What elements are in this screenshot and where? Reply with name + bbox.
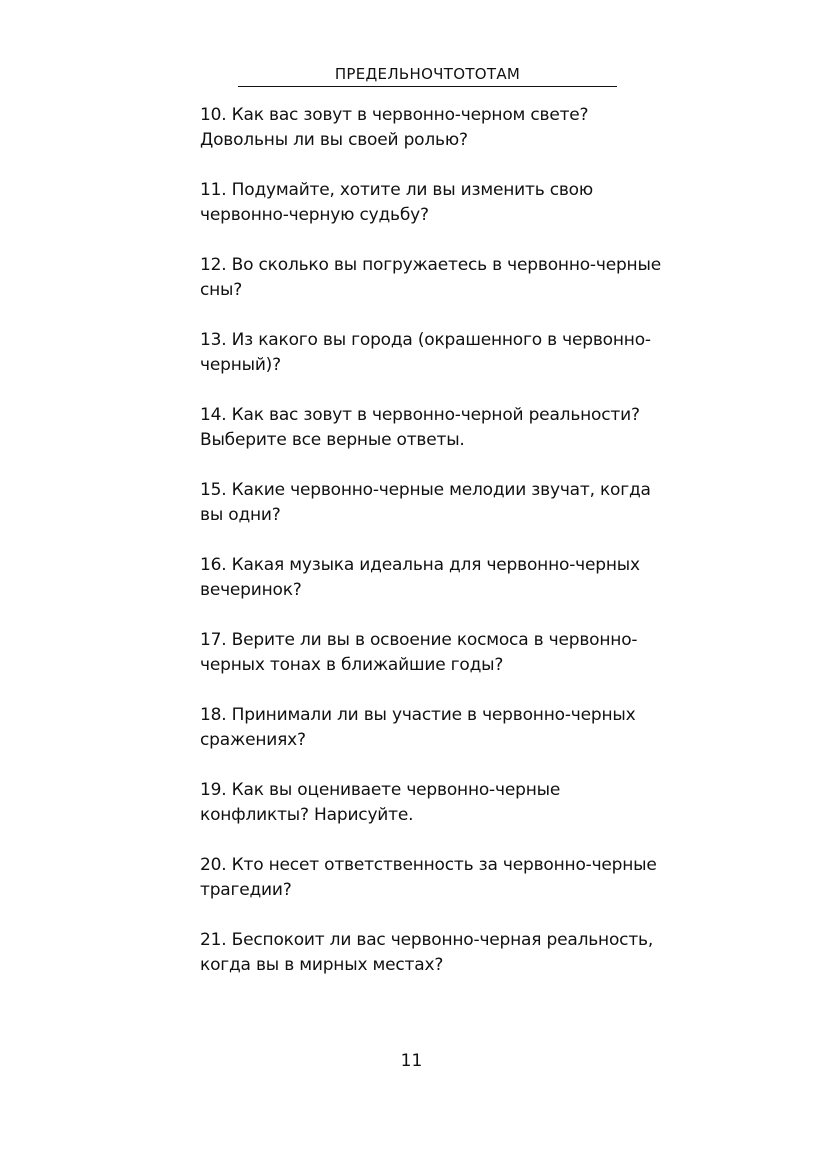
question-line-first bbox=[200, 778, 670, 803]
question-text: Принимали ли вы участие в червонно-черных bbox=[231, 705, 636, 725]
question-line-first bbox=[200, 628, 670, 653]
question-number: 20. bbox=[200, 855, 227, 875]
question-line-continuation: Довольны ли вы своей ролью? bbox=[200, 130, 468, 150]
question-item bbox=[200, 328, 670, 403]
question-line-first bbox=[200, 478, 670, 503]
running-title: ПРЕДЕЛЬНОЧТОТОТАМ bbox=[334, 65, 521, 83]
question-line-continuation: Выберите все верные ответы. bbox=[200, 430, 465, 450]
question-item bbox=[200, 553, 670, 628]
question-number: 12. bbox=[200, 255, 227, 275]
page-number: 11 bbox=[400, 1051, 423, 1071]
question-item bbox=[200, 103, 670, 178]
question-number: 13. bbox=[200, 330, 227, 350]
question-line-continuation: черный)? bbox=[200, 355, 281, 375]
question-line-first bbox=[200, 553, 670, 578]
question-line-continuation: когда вы в мирных местах? bbox=[200, 955, 444, 975]
question-number: 18. bbox=[200, 705, 227, 725]
question-number: 16. bbox=[200, 555, 227, 575]
question-line-first bbox=[200, 328, 670, 353]
question-line-continuation: вы одни? bbox=[200, 505, 281, 525]
question-item bbox=[200, 628, 670, 703]
question-item bbox=[200, 478, 670, 553]
question-item bbox=[200, 778, 670, 853]
question-number: 15. bbox=[200, 480, 227, 500]
question-number: 21. bbox=[200, 930, 227, 950]
question-item bbox=[200, 178, 670, 253]
question-line-continuation: трагедии? bbox=[200, 880, 292, 900]
question-line-first bbox=[200, 928, 670, 953]
question-text: Во сколько вы погружаетесь в червонно-черные bbox=[231, 255, 661, 275]
question-line-continuation: червонно-черную судьбу? bbox=[200, 205, 429, 225]
question-item bbox=[200, 253, 670, 328]
question-text: Как вы оцениваете червонно-черные bbox=[231, 780, 561, 800]
question-text: Какая музыка идеальна для червонно-черных bbox=[231, 555, 640, 575]
question-text: Из какого вы города (окрашенного в червонно- bbox=[231, 330, 651, 350]
question-line-continuation: конфликты? Нарисуйте. bbox=[200, 805, 414, 825]
question-item bbox=[200, 853, 670, 928]
question-text: Как вас зовут в червонно-черном свете? bbox=[231, 105, 589, 125]
question-number: 14. bbox=[200, 405, 227, 425]
question-item bbox=[200, 403, 670, 478]
question-text: Как вас зовут в червонно-черной реальности? bbox=[231, 405, 640, 425]
question-line-continuation: вечеринок? bbox=[200, 580, 302, 600]
question-text: Какие червонно-черные мелодии звучат, когда bbox=[231, 480, 651, 500]
question-line-first bbox=[200, 853, 670, 878]
question-list bbox=[200, 103, 670, 1003]
question-line-first bbox=[200, 178, 670, 203]
question-text: Верите ли вы в освоение космоса в червонно- bbox=[231, 630, 638, 650]
header-rule bbox=[238, 86, 617, 87]
question-line-first bbox=[200, 403, 670, 428]
question-line-continuation: сны? bbox=[200, 280, 243, 300]
question-text: Кто несет ответственность за червонно-черные bbox=[231, 855, 657, 875]
question-line-first bbox=[200, 103, 670, 128]
question-line-continuation: сражениях? bbox=[200, 730, 306, 750]
question-item bbox=[200, 928, 670, 1003]
question-number: 17. bbox=[200, 630, 227, 650]
question-text: Беспокоит ли вас червонно-черная реальность, bbox=[231, 930, 654, 950]
question-number: 11. bbox=[200, 180, 227, 200]
question-text: Подумайте, хотите ли вы изменить свою bbox=[231, 180, 593, 200]
question-number: 10. bbox=[200, 105, 227, 125]
question-line-first bbox=[200, 703, 670, 728]
question-item bbox=[200, 703, 670, 778]
question-number: 19. bbox=[200, 780, 227, 800]
question-line-first bbox=[200, 253, 670, 278]
question-line-continuation: черных тонах в ближайшие годы? bbox=[200, 655, 504, 675]
